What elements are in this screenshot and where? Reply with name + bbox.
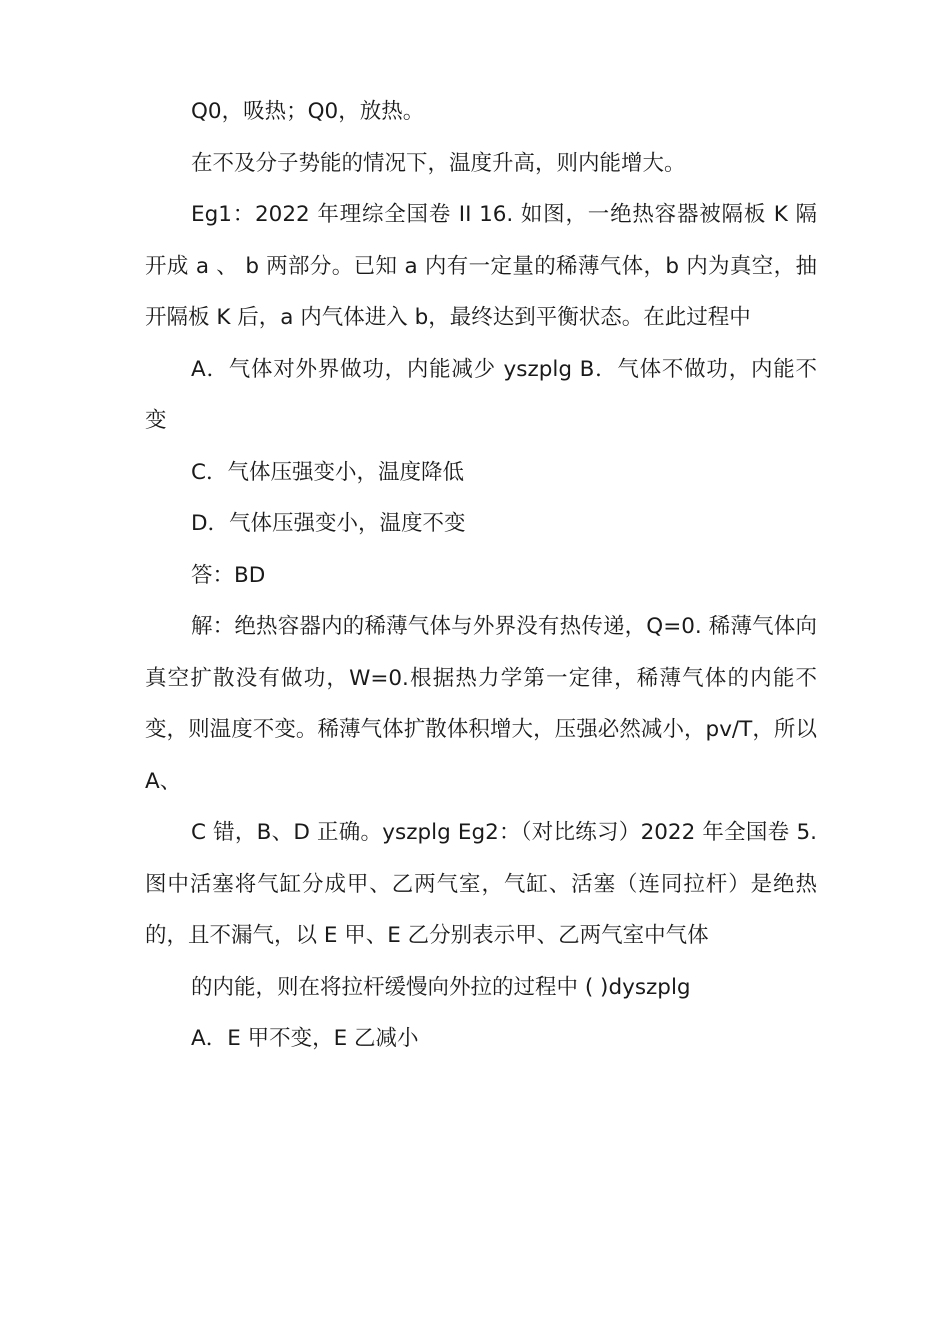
paragraph-3: Eg1：2022 年理综全国卷 II 16. 如图，一绝热容器被隔板 K 隔开成 a 、 b 两部分。已知 a 内有一定量的稀薄气体，b 内为真空，抽开隔板 K 后，a 内气体进入 b，最终达到平衡状态。在此过程中 — [145, 202, 817, 330]
paragraph-11: A．E 甲不变，E 乙减小 — [191, 1026, 419, 1051]
paragraph-9: C 错，B、D 正确。yszplg Eg2：（对比练习）2022 年全国卷 5. 图中活塞将气缸分成甲、乙两气室，气缸、活塞（连同拉杆）是绝热的，且不漏气，以 E 甲、E 乙分别表示甲、乙两气室中气体 — [145, 820, 817, 948]
paragraph-6: D．气体压强变小，温度不变 — [191, 511, 466, 536]
paragraph-8: 解：绝热容器内的稀薄气体与外界没有热传递，Q=0. 稀薄气体向真空扩散没有做功，W=0.根据热力学第一定律，稀薄气体的内能不变，则温度不变。稀薄气体扩散体积增大，压强必然减小，pv/T，所以 A、 — [145, 614, 817, 794]
paragraph-2: 在不及分子势能的情况下，温度升高，则内能增大。 — [191, 150, 686, 176]
document-page — [145, 86, 817, 1065]
paragraph-7: 答：BD — [191, 562, 266, 588]
paragraph-5: C．气体压强变小，温度降低 — [191, 459, 465, 485]
paragraph-10: 的内能，则在将拉杆缓慢向外拉的过程中 ( )dyszplg — [191, 974, 691, 1000]
paragraph-1: Q0，吸热；Q0，放热。 — [191, 99, 425, 124]
paragraph-4: A．气体对外界做功，内能减少 yszplg B．气体不做功，内能不变 — [145, 356, 817, 433]
